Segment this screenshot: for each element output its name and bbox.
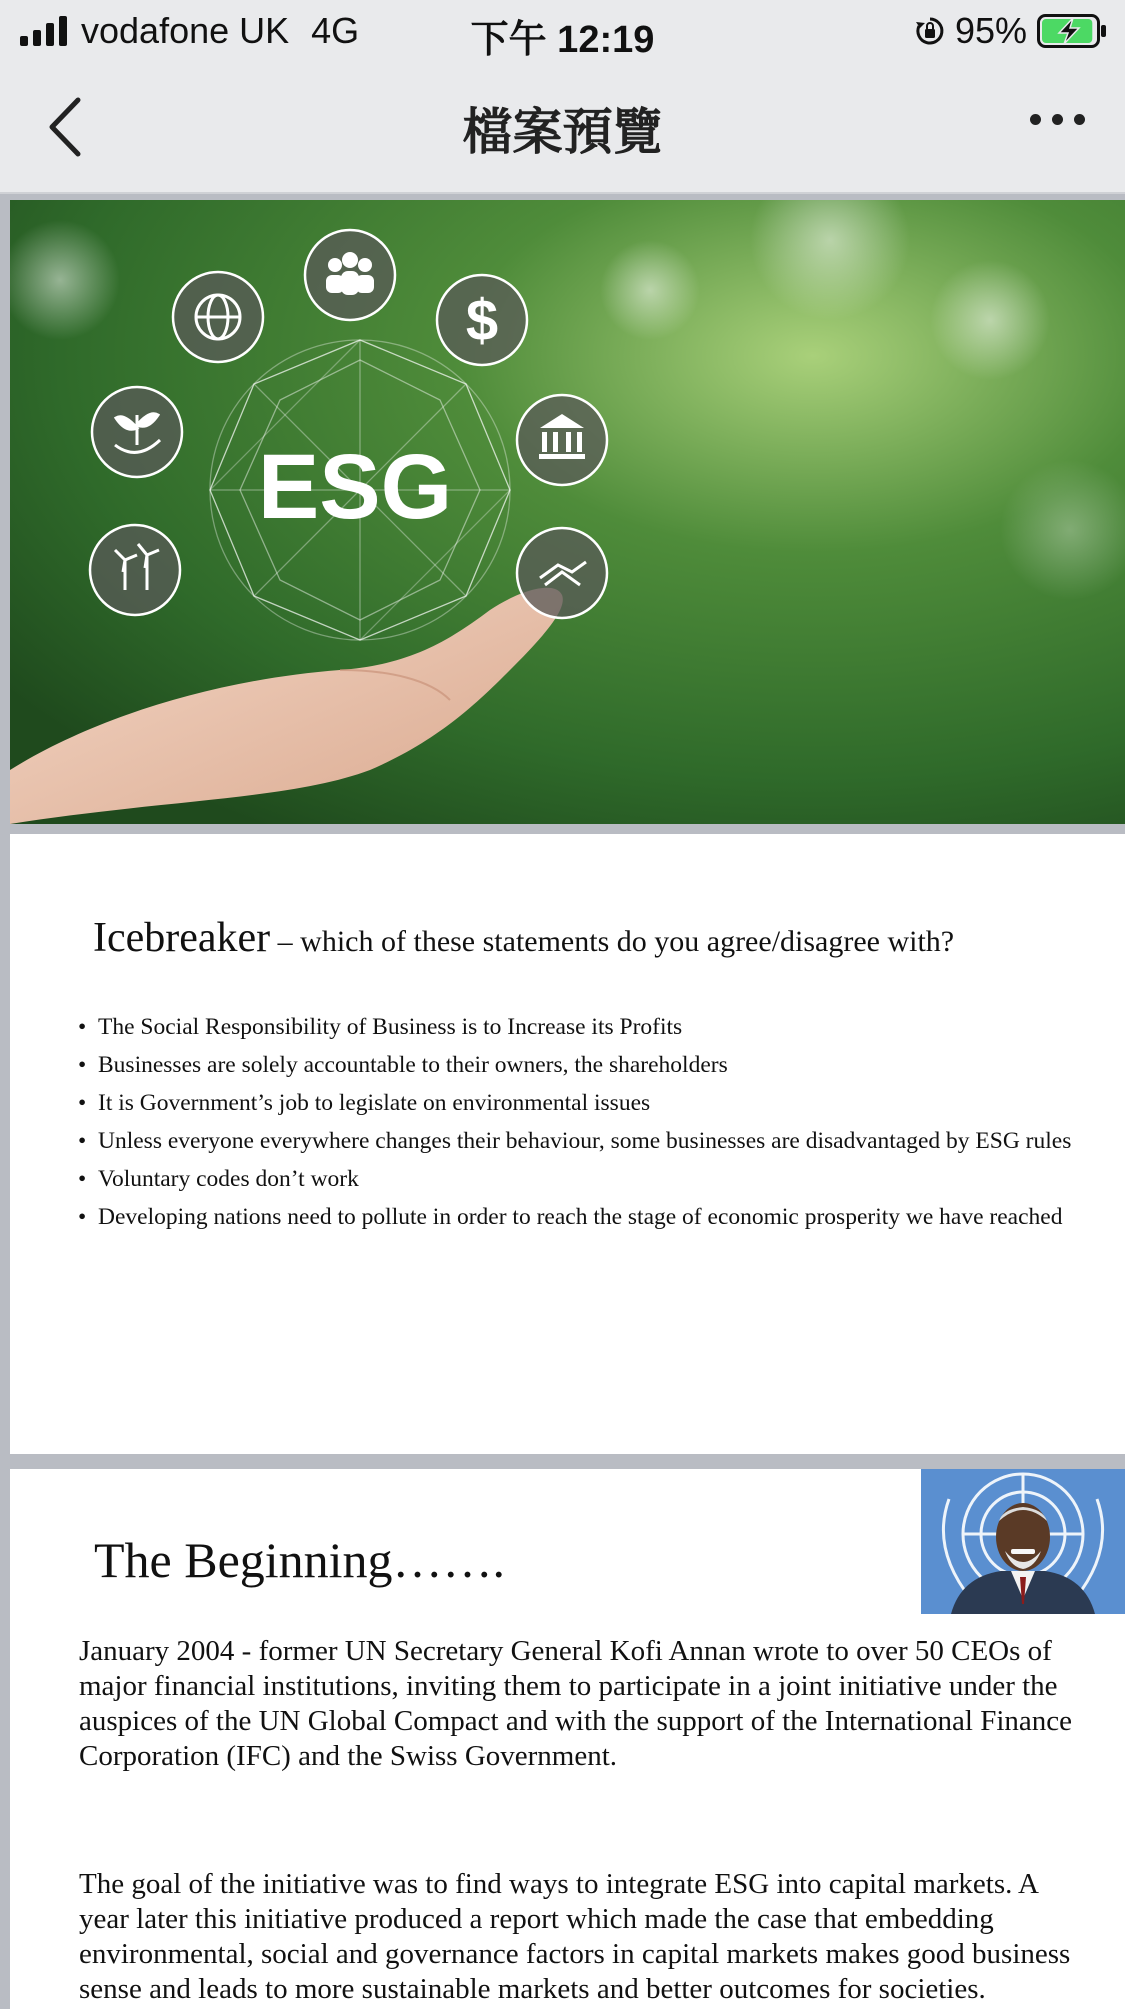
icebreaker-bullet-list — [78, 1014, 1088, 1242]
icebreaker-title-main: Icebreaker — [93, 915, 271, 961]
slide-esg-image — [10, 200, 1125, 824]
rotation-lock-icon — [915, 16, 945, 46]
esg-label: ESG — [257, 436, 453, 538]
list-item: • Developing nations need to pollute in order to reach the stage of economic prosperity we have reached — [78, 1204, 1088, 1231]
icebreaker-title-rest: – which of these statements do you agree/disagree with? — [270, 925, 955, 958]
list-item: • Unless everyone everywhere changes their behaviour, some businesses are disadvantaged by ESG rules — [78, 1128, 1088, 1155]
beginning-title: The Beginning……. — [94, 1532, 506, 1588]
beginning-paragraph-1: January 2004 - former UN Secretary General Kofi Annan wrote to over 50 CEOs of major financial institutions, inviting them to participate in a joint initiative under the auspices of the UN Global Compact and with the support of the International Finance Corporation (IFC) and the Swiss Government. — [79, 1635, 1072, 1772]
bank-icon — [517, 395, 607, 485]
more-dots-icon[interactable] — [1030, 114, 1085, 125]
list-item: • It is Government’s job to legislate on environmental issues — [78, 1090, 1088, 1117]
nav-bar — [0, 62, 1125, 194]
slide-the-beginning — [10, 1469, 1125, 2009]
status-bar — [0, 0, 1125, 62]
carrier-name: vodafone UK — [81, 10, 290, 51]
network-type: 4G — [311, 10, 360, 51]
dollar-sign: $ — [465, 288, 499, 353]
list-item: • The Social Responsibility of Business is to Increase its Profits — [78, 1014, 1088, 1041]
list-item: • Businesses are solely accountable to their owners, the shareholders — [78, 1052, 1088, 1079]
status-right — [915, 10, 1107, 52]
esg-illustration — [10, 200, 1125, 824]
battery-charging-icon — [1037, 14, 1107, 48]
document-preview[interactable] — [0, 194, 1125, 2005]
page-title: 檔案預覽 — [462, 104, 663, 160]
wind-turbine-icon — [90, 525, 180, 615]
icebreaker-title — [93, 914, 954, 962]
status-time: 下午 12:19 — [470, 19, 655, 61]
battery-percent: 95% — [954, 10, 1027, 51]
slide-icebreaker — [10, 834, 1125, 1454]
kofi-annan-photo — [921, 1469, 1125, 1614]
beginning-paragraph-2: The goal of the initiative was to find ways to integrate ESG into capital markets. A year later this initiative produced a report which made the case that embedding environmental, social and governance factors in capital markets makes good business sense and leads to more sustainable markets and better outcomes for societies. — [79, 1868, 1071, 2005]
list-item: • Voluntary codes don’t work — [78, 1166, 1088, 1193]
